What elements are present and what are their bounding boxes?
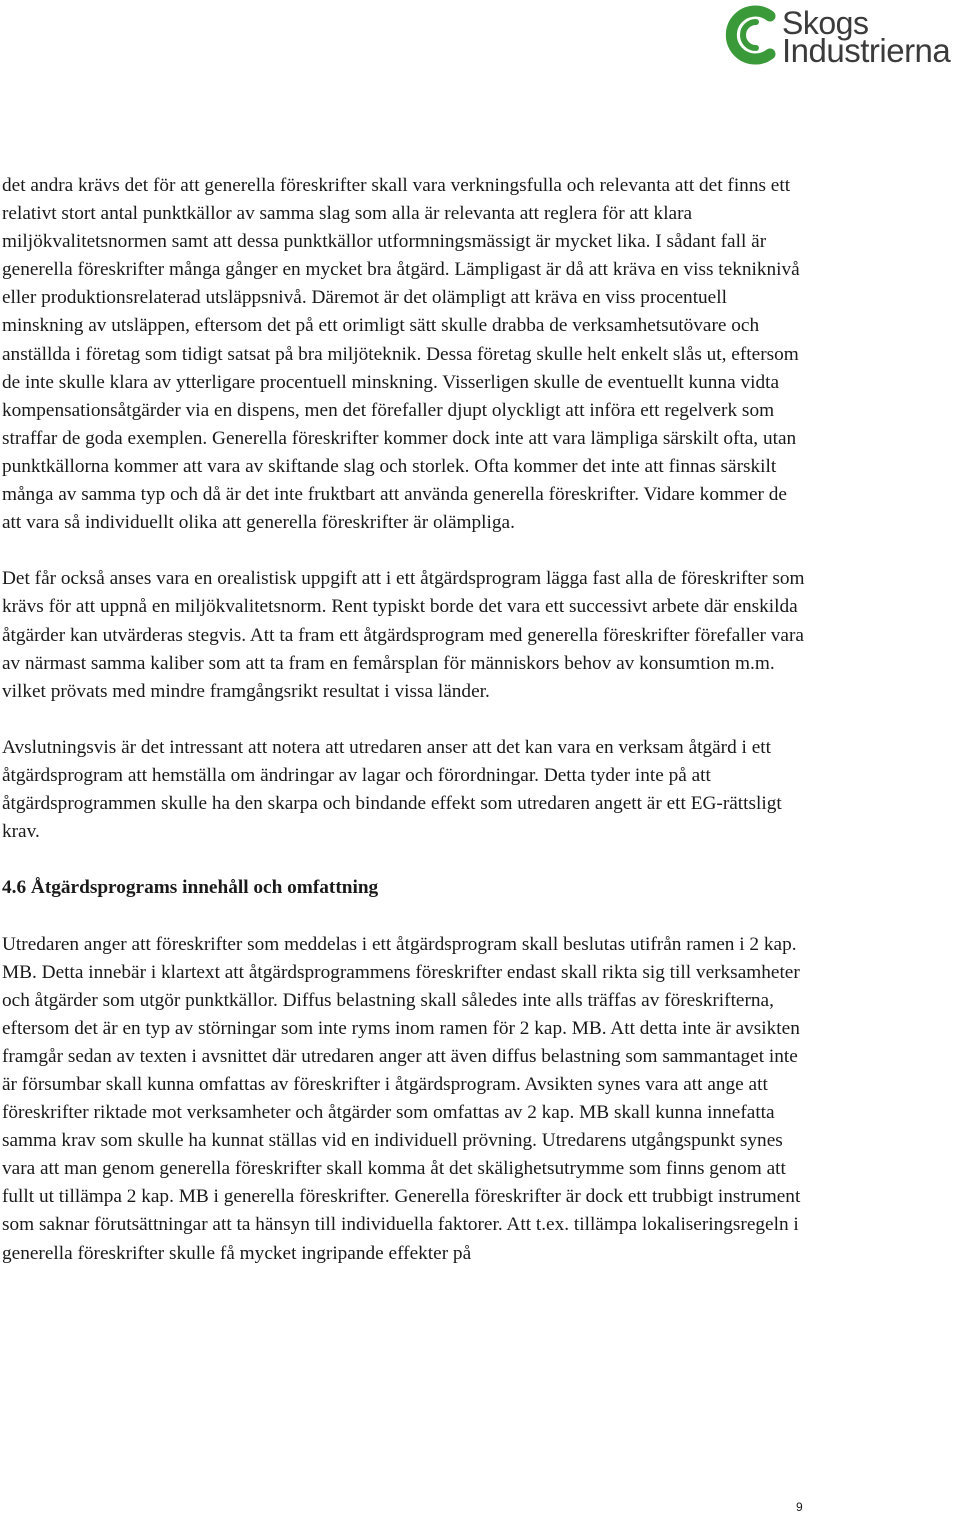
paragraph-1: det andra krävs det för att generella föreskrifter skall vara verkningsfulla och relevanta att det finns ett relativt stort antal punktkällor av samma slag som alla är relevanta att reglera för att klara miljökvalitetsnormen samt att dessa punktkällor utformningsmässigt är mycket lika. I sådant fall är generella föreskrifter många gånger en mycket bra åtgärd. Lämpligast är då att kräva en viss tekniknivå eller produktionsrelaterad utsläppsnivå. Däremot är det olämpligt att kräva en viss procentuell minskning av utsläppen, eftersom det på ett orimligt sätt skulle drabba de verksamhetsutövare och anställda i företag som tidigt satsat på bra miljöteknik. Dessa företag skulle helt enkelt slås ut, eftersom de inte skulle klara av ytterligare procentuell minskning. Visserligen skulle de eventuellt kunna vidta kompensationsåtgärder via en dispens, men det förefaller djupt olyckligt att införa ett regelverk som straffar de goda exemplen. Generella föreskrifter kommer dock inte att vara lämpliga särskilt ofta, utan punktkällorna kommer att vara av skiftande slag och storlek. Ofta kommer det inte att finnas särskilt många av samma typ och då är det inte fruktbart att använda generella föreskrifter. Vidare kommer de att vara så individuellt olika att generella föreskrifter är olämpliga. bbox=[2, 175, 800, 534]
logo-mark-icon bbox=[720, 4, 780, 66]
logo-text-line1: Skogs bbox=[782, 5, 869, 41]
paragraph-2: Det får också anses vara en orealistisk uppgift att i ett åtgärdsprogram lägga fast alla de föreskrifter som krävs för att uppnå en miljökvalitetsnorm. Rent typiskt borde det vara ett successivt arbete där enskilda åtgärder kan utvärderas stegvis. Att ta fram ett åtgärdsprogram med generella föreskrifter förefaller vara av närmast samma kaliber som att ta fram en femårsplan för människors behov av konsumtion m.m. vilket prövats med mindre framgångsrikt resultat i vissa länder. bbox=[2, 568, 805, 702]
page-number: 9 bbox=[796, 1500, 803, 1514]
section-heading: 4.6 Åtgärdsprograms innehåll och omfattning bbox=[2, 877, 379, 899]
document-body bbox=[2, 172, 807, 1296]
paragraph-3: Avslutningsvis är det intressant att notera att utredaren anser att det kan vara en verksam åtgärd i ett åtgärdsprogram att hemställa om ändringar av lagar och förordningar. Detta tyder inte på att åtgärdsprogrammen skulle ha den skarpa och bindande effekt som utredaren angett är ett EG-rättsligt krav. bbox=[2, 736, 782, 843]
paragraph-4: Utredaren anger att föreskrifter som meddelas i ett åtgärdsprogram skall beslutas utifrån ramen i 2 kap. MB. Detta innebär i klartext att åtgärdsprogrammens föreskrifter endast skall rikta sig till verksamheter och åtgärder som utgör punktkällor. Diffus belastning skall således inte alls träffas av föreskrifterna, eftersom det är en typ av störningar som inte ryms inom ramen för 2 kap. MB. Att detta inte är avsikten framgår sedan av texten i avsnittet där utredaren anger att även diffus belastning som sammantaget inte är försumbar skall kunna omfattas av föreskrifter i åtgärdsprogram. Avsikten synes vara att ange att föreskrifter riktade mot verksamheter och åtgärder som omfattas av 2 kap. MB skall kunna innefatta samma krav som skulle ha kunnat ställas vid en individuell prövning. Utredarens utgångspunkt synes vara att man genom generella föreskrifter skall komma åt det skälighetsutrymme som finns genom att fullt ut tillämpa 2 kap. MB i generella föreskrifter. Generella föreskrifter är dock ett trubbigt instrument som saknar förutsättningar att ta hänsyn till individuella faktorer. Att t.ex. tillämpa lokaliseringsregeln i generella föreskrifter skulle få mycket ingripande effekter på bbox=[2, 933, 801, 1264]
skogsindustrierna-logo bbox=[720, 4, 960, 70]
logo-text-line2: Industrierna bbox=[782, 32, 951, 69]
